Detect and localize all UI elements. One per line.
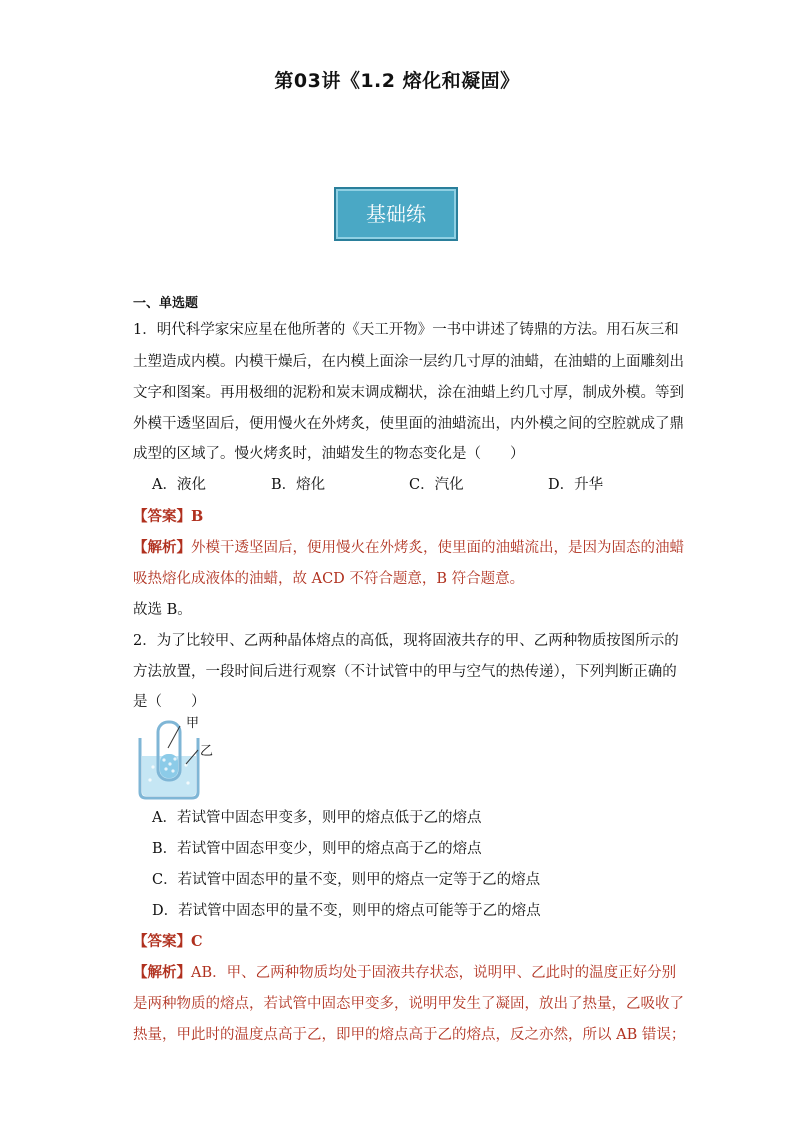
q2-analysis-3: 热量，甲此时的温度点高于乙，即甲的熔点高于乙的熔点，反之亦然，所以 AB 错误；	[133, 1027, 686, 1043]
q1-analysis-1	[133, 536, 684, 557]
q1-line-1: 1．明代科学家宋应星在他所著的《天工开物》一书中讲述了铸鼎的方法。用石灰三和	[133, 322, 679, 338]
q1-line-5: 成型的区域了。慢火烤炙时，油蜡发生的物态变化是（ ）	[133, 446, 525, 462]
q2-answer-label: 【答案】	[133, 933, 191, 950]
q1-option-b: B．熔化	[271, 477, 326, 493]
q2-analysis-2: 是两种物质的熔点，若试管中固态甲变多，说明甲发生了凝固，放出了热量，乙吸收了	[133, 996, 684, 1012]
q1-conclusion: 故选 B。	[133, 602, 192, 618]
q1-option-a: A．液化	[152, 477, 206, 493]
page-title: 第03讲《1.2 熔化和凝固》	[274, 70, 520, 92]
q1-analysis-text-1: 外模干透坚固后，便用慢火在外烤炙，使里面的油蜡流出，是因为固态的油蜡	[191, 540, 684, 556]
q1-answer-label: 【答案】	[133, 508, 191, 525]
q2-analysis-1	[133, 961, 676, 982]
q1-analysis-2: 吸热熔化成液体的油蜡，故 ACD 不符合题意，B 符合题意。	[133, 571, 525, 587]
q1-line-4: 外模干透坚固后，便用慢火在外烤炙，使里面的油蜡流出，内外模之间的空腔就成了鼎	[133, 416, 684, 432]
q2-answer	[133, 930, 203, 951]
figure-label-yi: 乙	[200, 744, 214, 759]
q1-line-2: 土塑造成内模。内模干燥后，在内模上面涂一层约几寸厚的油蜡，在油蜡的上面雕刻出	[133, 354, 684, 370]
q1-answer	[133, 505, 203, 526]
figure-label-jia: 甲	[186, 716, 200, 731]
q2-option-d: D．若试管中固态甲的量不变，则甲的熔点可能等于乙的熔点	[152, 903, 541, 919]
q2-analysis-label: 【解析】	[133, 964, 191, 981]
q2-option-c: C．若试管中固态甲的量不变，则甲的熔点一定等于乙的熔点	[152, 872, 541, 888]
q2-line-1: 2．为了比较甲、乙两种晶体熔点的高低，现将固液共存的甲、乙两种物质按图所示的	[133, 633, 679, 649]
q2-line-2: 方法放置，一段时间后进行观察（不计试管中的甲与空气的热传递），下列判断正确的	[133, 664, 677, 680]
q2-option-b: B．若试管中固态甲变少，则甲的熔点高于乙的熔点	[152, 841, 482, 857]
q1-line-3: 文字和图案。再用极细的泥粉和炭末调成糊状，涂在油蜡上约几寸厚，制成外模。等到	[133, 385, 684, 401]
q1-answer-value: B	[191, 508, 204, 525]
beaker-figure	[134, 712, 224, 802]
q2-answer-value: C	[191, 933, 203, 950]
q1-option-c: C．汽化	[409, 477, 464, 493]
q1-option-d: D．升华	[548, 477, 604, 493]
section-heading: 一、单选题	[133, 296, 199, 311]
section-badge: 基础练	[334, 187, 458, 241]
q2-line-3: 是（ ）	[133, 694, 206, 710]
q2-analysis-text-1: AB．甲、乙两种物质均处于固液共存状态，说明甲、乙此时的温度正好分别	[191, 965, 677, 981]
q1-analysis-label: 【解析】	[133, 539, 191, 556]
q2-option-a: A．若试管中固态甲变多，则甲的熔点低于乙的熔点	[152, 810, 482, 826]
